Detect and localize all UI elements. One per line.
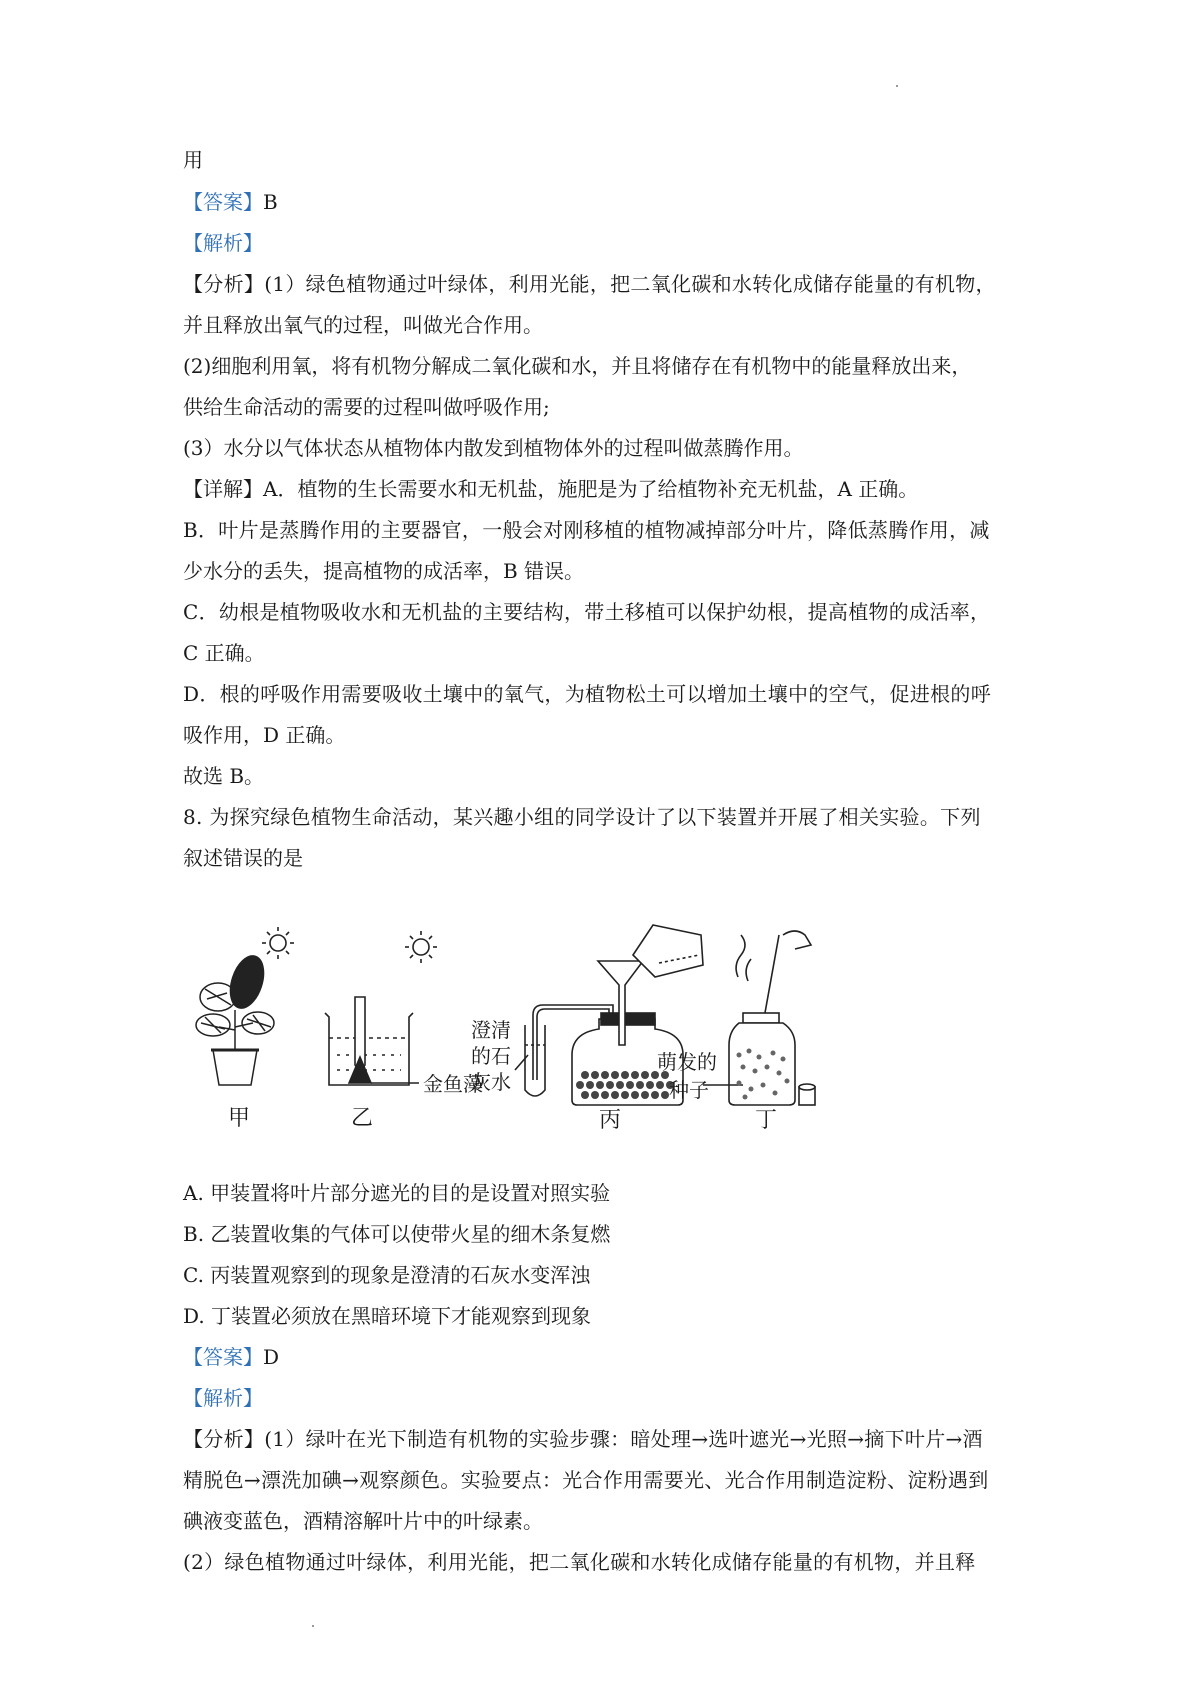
- option-b: B. 乙装置收集的气体可以使带火星的细木条复燃: [183, 1222, 611, 1246]
- answer-tag: 【答案】: [183, 190, 263, 214]
- text-line: (2）绿色植物通过叶绿体，利用光能，把二氧化碳和水转化成储存能量的有机物，并且释: [183, 1550, 976, 1574]
- label-bing: 丙: [599, 1108, 622, 1133]
- text-line: C 正确。: [183, 641, 265, 665]
- label-ding: 丁: [755, 1108, 778, 1133]
- experiment-figure: [183, 905, 903, 1135]
- scan-dot: [312, 1625, 314, 1627]
- plant-apparatus: [196, 927, 294, 1131]
- text-line: 吸作用，D 正确。: [183, 723, 346, 747]
- analysis-heading: [183, 1384, 1033, 1412]
- text-line: 故选 B。: [183, 764, 265, 788]
- answer-value: B: [263, 190, 278, 214]
- beaker-apparatus: [325, 931, 483, 1131]
- label-limewater-1: 澄清: [471, 1018, 511, 1042]
- text-line: B．叶片是蒸腾作用的主要器官，一般会对刚移植的植物减掉部分叶片，降低蒸腾作用，减: [183, 518, 990, 542]
- label-seeds-1: 萌发的: [657, 1050, 717, 1074]
- analysis-heading: [183, 229, 1033, 257]
- label-goldfish-weed: 金鱼藻: [423, 1072, 483, 1096]
- text-line: (3）水分以气体状态从植物体内散发到植物体外的过程叫做蒸腾作用。: [183, 436, 804, 460]
- label-seeds-2: 种子: [669, 1078, 709, 1102]
- sun-icon: [262, 927, 294, 959]
- scan-dot: [896, 85, 898, 87]
- label-yi: 乙: [351, 1106, 374, 1131]
- text-line: D．根的呼吸作用需要吸收土壤中的氧气，为植物松土可以增加土壤中的空气，促进根的呼: [183, 682, 992, 706]
- text-line: C．幼根是植物吸收水和无机盐的主要结构，带土移植可以保护幼根，提高植物的成活率，: [183, 600, 991, 624]
- answer-line: [183, 1343, 1033, 1371]
- label-jia: 甲: [228, 1106, 251, 1131]
- text-line: 少水分的丢失，提高植物的成活率，B 错误。: [183, 559, 585, 583]
- question-stem: 8. 为探究绿色植物生命活动，某兴趣小组的同学设计了以下装置并开展了相关实验。下列: [183, 805, 981, 829]
- text-line: 供给生命活动的需要的过程叫做呼吸作用;: [183, 395, 550, 419]
- text-line: 精脱色→漂洗加碘→观察颜色。实验要点：光合作用需要光、光合作用制造淀粉、淀粉遇到: [183, 1468, 989, 1492]
- text-line: 【分析】(1）绿色植物通过叶绿体，利用光能，把二氧化碳和水转化成储存能量的有机物，: [183, 272, 996, 296]
- answer-value: D: [263, 1345, 280, 1369]
- text-line: 并且释放出氧气的过程，叫做光合作用。: [183, 313, 543, 337]
- question-stem: 叙述错误的是: [183, 846, 303, 870]
- sun-icon: [405, 931, 437, 963]
- option-d: D. 丁装置必须放在黑暗环境下才能观察到现象: [183, 1304, 592, 1328]
- option-a: A. 甲装置将叶片部分遮光的目的是设置对照实验: [183, 1181, 611, 1205]
- analysis-tag: 【解析】: [183, 1386, 263, 1410]
- option-c: C. 丙装置观察到的现象是澄清的石灰水变浑浊: [183, 1263, 591, 1287]
- text-line: (2)细胞利用氧，将有机物分解成二氧化碳和水，并且将储存在有机物中的能量释放出来，: [183, 354, 972, 378]
- answer-line: [183, 188, 1033, 216]
- text-line: 【详解】A．植物的生长需要水和无机盐，施肥是为了给植物补充无机盐，A 正确。: [183, 477, 919, 501]
- answer-tag: 【答案】: [183, 1345, 263, 1369]
- analysis-tag: 【解析】: [183, 231, 263, 255]
- text-line: 用: [183, 148, 203, 172]
- text-line: 碘液变蓝色，酒精溶解叶片中的叶绿素。: [183, 1509, 543, 1533]
- label-limewater-2: 的石: [471, 1044, 511, 1068]
- text-line: 【分析】(1）绿叶在光下制造有机物的实验步骤：暗处理→选叶遮光→光照→摘下叶片→酒: [183, 1427, 983, 1451]
- label-limewater-3: 灰水: [471, 1070, 511, 1094]
